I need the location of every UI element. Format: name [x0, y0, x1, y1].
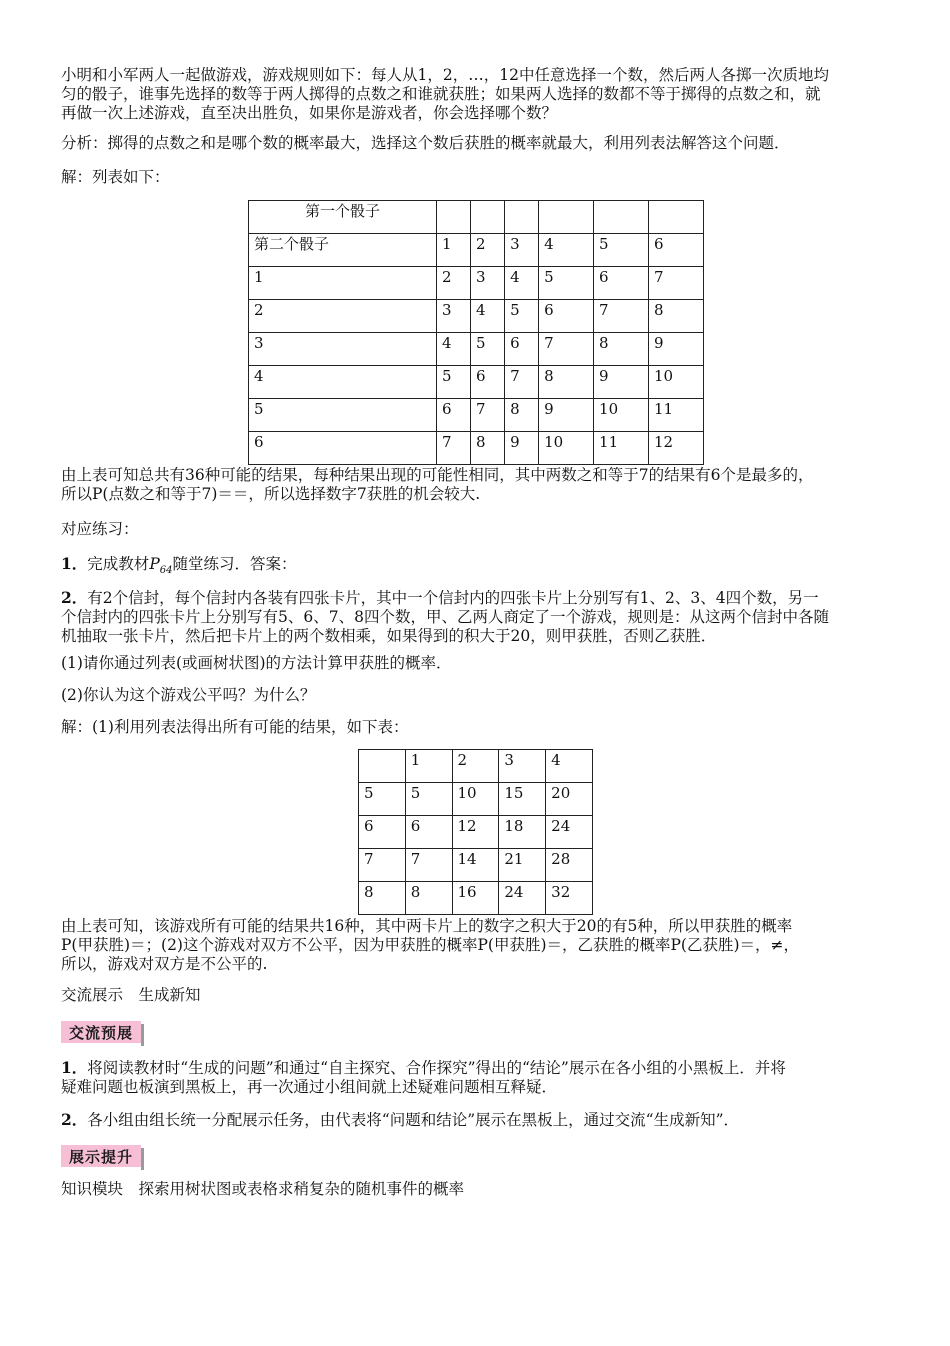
table-row: [249, 399, 704, 432]
table-cell: 4: [505, 267, 539, 300]
table-cell: 9: [594, 366, 649, 399]
item-2-number: 2．: [61, 1110, 88, 1129]
table-cell: 3: [505, 234, 539, 267]
table-cell: 7: [405, 849, 452, 882]
analysis-text: 分析：掷得的点数之和是哪个数的概率最大，选择这个数后获胜的概率就最大，利用列表法解答这个问题．: [61, 134, 790, 152]
table-cell: 3: [499, 750, 546, 783]
table-cell: 3: [437, 300, 471, 333]
exercise-2: [61, 588, 896, 646]
table-row: [249, 300, 704, 333]
table-cell: 7: [594, 300, 649, 333]
conclusion-2-line-1: 由上表可知，该游戏所有可能的结果共16种，其中两卡片上的数字之积大于20的有5种，所以甲获胜的概率: [61, 917, 793, 935]
conclusion-paragraph-1: [61, 466, 896, 504]
section-heading: 交流展示 生成新知: [61, 986, 201, 1004]
table-cell: 11: [594, 432, 649, 465]
table-cell: 9: [649, 333, 704, 366]
table-cell: 12: [452, 816, 499, 849]
table-row: [249, 201, 704, 234]
exchange-preview-tag: [61, 1021, 141, 1043]
table-row: [359, 750, 593, 783]
item-1-line-1: 将阅读教材时“生成的问题”和通过“自主探究、合作探究”得出的“结论”展示在各小组的小黑板上．并将: [87, 1059, 786, 1077]
table-cell: 5: [405, 783, 452, 816]
table-cell: 1: [437, 234, 471, 267]
intro-line-2: 匀的骰子，谁事先选择的数等于两人掷得的点数之和谁就获胜；如果两人选择的数都不等于掷得的点数之和，就: [61, 85, 821, 103]
table-cell: 10: [539, 432, 594, 465]
table-cell: 32: [546, 882, 593, 915]
intro-line-1: 小明和小军两人一起做游戏，游戏规则如下：每人从1，2，…，12中任意选择一个数，然后两人各掷一次质地均: [61, 66, 829, 84]
table-row-label: 第二个骰子: [249, 234, 437, 267]
question-2: (2)你认为这个游戏公平吗？为什么？: [61, 686, 316, 704]
display-improve-tag: [61, 1145, 141, 1167]
table-cell: 2: [452, 750, 499, 783]
table-cell: 2: [437, 267, 471, 300]
table-cell: 6: [437, 399, 471, 432]
table-cell: 2: [471, 234, 505, 267]
exercise-2-line-3: 机抽取一张卡片，然后把卡片上的两个数相乘，如果得到的积大于20，则甲获胜，否则乙获胜．: [61, 627, 717, 645]
table-cell: 11: [649, 399, 704, 432]
table-row: [249, 234, 704, 267]
table-row-label: 7: [359, 849, 406, 882]
table-cell: 20: [546, 783, 593, 816]
knowledge-module: 知识模块 探索用树状图或表格求稍复杂的随机事件的概率: [61, 1180, 465, 1198]
question-1: (1)请你通过列表(或画树状图)的方法计算甲获胜的概率．: [61, 654, 452, 672]
conclusion-2-line-3: 所以，游戏对双方是不公平的.: [61, 955, 268, 973]
table-cell: 7: [505, 366, 539, 399]
exchange-preview-label: 交流预展: [68, 1023, 133, 1042]
table-row-label: 6: [359, 816, 406, 849]
table-cell: 5: [437, 366, 471, 399]
table-cell: 14: [452, 849, 499, 882]
table-row-label: 5: [359, 783, 406, 816]
table-cell: 9: [505, 432, 539, 465]
dice-sum-table: [248, 200, 704, 465]
table-cell: 24: [499, 882, 546, 915]
item-1-number: 1．: [61, 1058, 88, 1077]
table-cell: 6: [649, 234, 704, 267]
table-cell: 8: [539, 366, 594, 399]
conclusion-1-line-2: 所以P(点数之和等于7)＝＝，所以选择数字7获胜的机会较大.: [61, 485, 481, 503]
table-row: [359, 783, 593, 816]
table-cell: 24: [546, 816, 593, 849]
table-cell: 5: [539, 267, 594, 300]
table-row-label: 4: [249, 366, 437, 399]
table-row: [249, 267, 704, 300]
exercise-2-line-1: 有2个信封，每个信封内各装有四张卡片，其中一个信封内的四张卡片上分别写有1、2、3、4四个数，另一: [87, 589, 819, 607]
item-2-text: 各小组由组长统一分配展示任务，由代表将“问题和结论”展示在黑板上，通过交流“生成新知”．: [87, 1111, 739, 1129]
table-cell: 4: [546, 750, 593, 783]
table-cell: 12: [649, 432, 704, 465]
table-row: [359, 882, 593, 915]
table-cell: 15: [499, 783, 546, 816]
table-row: [249, 432, 704, 465]
conclusion-1-line-1: 由上表可知总共有36种可能的结果，每种结果出现的可能性相同，其中两数之和等于7的结果有6个是最多的，: [61, 466, 814, 484]
table-cell: 16: [452, 882, 499, 915]
table-cell: 10: [649, 366, 704, 399]
table-cell: 4: [471, 300, 505, 333]
intro-line-3: 再做一次上述游戏，直至决出胜负，如果你是游戏者，你会选择哪个数？: [61, 104, 558, 122]
table-cell: 8: [594, 333, 649, 366]
table-row: [359, 816, 593, 849]
table-cell: 1: [405, 750, 452, 783]
solution-intro: 解：列表如下：: [61, 168, 170, 186]
table-cell: 28: [546, 849, 593, 882]
table-cell: 21: [499, 849, 546, 882]
table-cell: 6: [471, 366, 505, 399]
table-row-label: 3: [249, 333, 437, 366]
exercise-1: [61, 554, 896, 580]
table-row: [359, 849, 593, 882]
table-cell: 4: [539, 234, 594, 267]
exercise-2-number: 2．: [61, 588, 88, 607]
table-cell: 6: [405, 816, 452, 849]
intro-paragraph: [61, 66, 896, 123]
table-header-label: 第一个骰子: [249, 201, 437, 234]
practice-heading: 对应练习：: [61, 520, 139, 538]
table-cell: 9: [539, 399, 594, 432]
display-improve-label: 展示提升: [68, 1147, 133, 1166]
table-cell: 8: [405, 882, 452, 915]
conclusion-2-line-2: P(甲获胜)＝；(2)这个游戏对双方不公平，因为甲获胜的概率P(甲获胜)＝，乙获胜的概率P(乙获胜)＝，≠，: [61, 936, 800, 954]
table-cell: 6: [594, 267, 649, 300]
table-cell: 8: [505, 399, 539, 432]
item-1-line-2: 疑难问题也板演到黑板上，再一次通过小组间就上述疑难问题相互释疑．: [61, 1078, 558, 1096]
table-row-label: 2: [249, 300, 437, 333]
solution-2-intro: 解：(1)利用列表法得出所有可能的结果，如下表：: [61, 718, 409, 736]
table-cell: 6: [539, 300, 594, 333]
exercise-2-line-2: 个信封内的四张卡片上分别写有5、6、7、8四个数，甲、乙两人商定了一个游戏，规则是：从这两个信封中各随: [61, 608, 829, 626]
table-cell: 18: [499, 816, 546, 849]
table-cell: 4: [437, 333, 471, 366]
table-cell: 10: [594, 399, 649, 432]
exercise-1-number: 1．: [61, 554, 88, 573]
table-cell: 7: [471, 399, 505, 432]
conclusion-paragraph-2: [61, 917, 896, 974]
exercise-1-text-b: 随堂练习．答案：: [172, 555, 297, 573]
table-cell: 8: [649, 300, 704, 333]
exercise-1-text-a: 完成教材: [87, 555, 150, 573]
textbook-page-number: 64: [159, 565, 173, 577]
table-row-label: 8: [359, 882, 406, 915]
table-cell: 6: [505, 333, 539, 366]
table-cell: 5: [594, 234, 649, 267]
table-row: [249, 333, 704, 366]
table-cell: 3: [471, 267, 505, 300]
textbook-page-letter: P: [149, 555, 160, 573]
table-cell: 7: [539, 333, 594, 366]
table-row-label: 1: [249, 267, 437, 300]
item-1: [61, 1058, 896, 1097]
table-row-label: 5: [249, 399, 437, 432]
item-2: [61, 1110, 896, 1130]
table-cell: 8: [471, 432, 505, 465]
table-row: [249, 366, 704, 399]
table-cell: 7: [649, 267, 704, 300]
table-row-label: 6: [249, 432, 437, 465]
table-cell: 7: [437, 432, 471, 465]
table-cell: 5: [505, 300, 539, 333]
table-cell: 10: [452, 783, 499, 816]
table-cell: 5: [471, 333, 505, 366]
card-product-table: [358, 749, 593, 915]
